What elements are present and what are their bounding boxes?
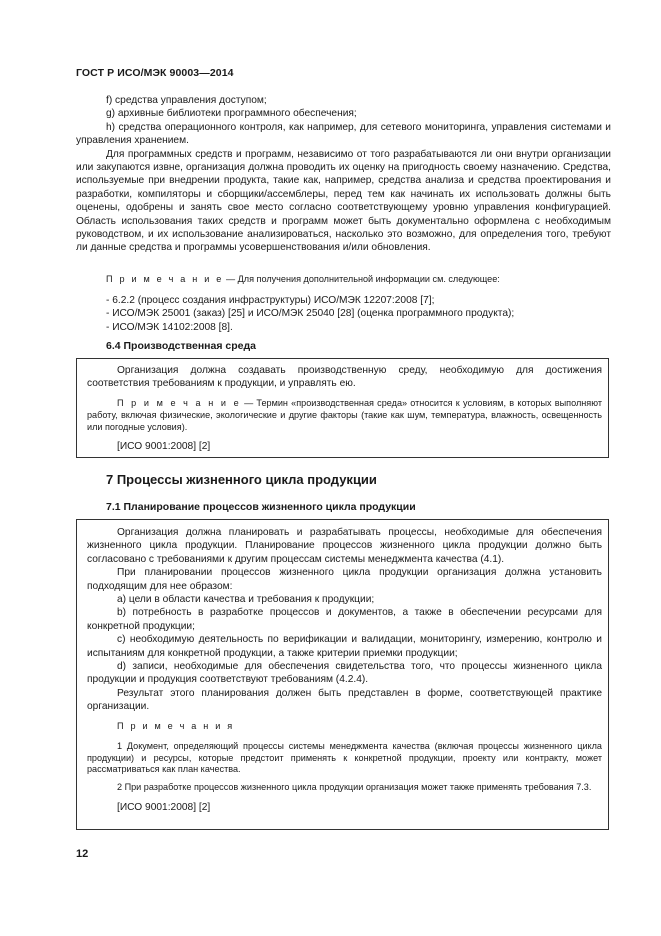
box-note: 1 Документ, определяющий процессы системы менеджмента качества (включая процессы жизненного цикла продукции) и ресурсы, которые предстоит применять к конкретной продукции, проекту или контракту, может рассматриваться как план качества. [87, 740, 602, 775]
section-heading: 7.1 Планирование процессов жизненного цикла продукции [106, 501, 416, 513]
note-label: П р и м е ч а н и е [106, 274, 224, 284]
note-text: — Для получения дополнительной информации см. следующее: [223, 274, 500, 284]
list-item: h) средства операционного контроля, как например, для сетевого мониторинга, управления системами и управления хранением. [76, 121, 611, 147]
tools-paragraph: Для программных средств и программ, независимо от того разрабатываются ли они внутри организации или закупаются извне, организация должна проводить их оценку на пригодность своему назначению. Средства, используемые при внедрении продукта, такие как, например, средства анализа и средства проектирования и разработки, компиляторы и сборщики/ассемблеры, перед тем как начинать их использовать должны быть оценены, одобрены и занять свое место согласно соответствующему уровню управления конфигурацией. Область использования таких средств и программ может быть документально оформлена с необходимым руководством, и их использование анализироваться, насколько это возможно, для определения того, требуют ли данные средства и программы усовершенствования и/или обновления. [76, 148, 611, 254]
source-reference: [ИСО 9001:2008] [2] [117, 802, 211, 814]
reference-list [106, 294, 611, 334]
source-reference: [ИСО 9001:2008] [2] [117, 440, 211, 452]
list-item: - ИСО/МЭК 25001 (заказ) [25] и ИСО/МЭК 25040 [28] (оценка программного продукта); [106, 308, 515, 320]
list-item: d) записи, необходимые для обеспечения свидетельства того, что процессы жизненного цикла продукции и продукция соответствуют требованиям (4.2.4). [87, 661, 602, 686]
list-item: - 6.2.2 (процесс создания инфраструктуры) ИСО/МЭК 12207:2008 [7]; [106, 295, 435, 306]
section-heading: 6.4 Производственная среда [106, 340, 256, 352]
box-paragraph: Организация должна создавать производственную среду, необходимую для достижения соответствия требованиям к продукции, и управлять ею. [87, 365, 602, 390]
note [106, 274, 611, 286]
page-number: 12 [76, 848, 89, 860]
note-text: — Термин «производственная среда» относится к условиям, в которых выполняют работу, включая физические, экологические и другие факторы (такие как шум, температура, влажность, освещенность или погодные условия). [87, 397, 602, 432]
list-item: - ИСО/МЭК 14102:2008 [8]. [106, 321, 233, 333]
note-label: П р и м е ч а н и е [117, 397, 241, 408]
list-item: f) средства управления доступом; [106, 95, 267, 106]
list-item: b) потребность в разработке процессов и документов, а также в обеспечении ресурсами для конкретной продукции; [87, 607, 602, 632]
box-note: 2 При разработке процессов жизненного цикла продукции организация может также применять требования 7.3. [117, 782, 592, 793]
box-body [87, 526, 602, 714]
intro-block [76, 94, 611, 255]
box-note [87, 398, 602, 434]
list-item: c) необходимую деятельность по верификации и валидации, мониторингу, измерению, контролю и испытаниям для конкретной продукции, а также критерии приемки продукции; [87, 634, 602, 659]
requirement-box [76, 519, 609, 830]
box-paragraph: Результат этого планирования должен быть представлен в форме, соответствующей практике организации. [87, 687, 602, 713]
document-code-header: ГОСТ Р ИСО/МЭК 90003—2014 [76, 67, 234, 79]
chapter-heading: 7 Процессы жизненного цикла продукции [106, 472, 377, 487]
box-paragraph: При планировании процессов жизненного цикла продукции организация должна установить подходящим для нее образом: [87, 567, 602, 592]
requirement-box [76, 358, 609, 458]
list-item: a) цели в области качества и требования к продукции; [117, 594, 375, 606]
box-paragraph: Организация должна планировать и разрабатывать процессы, необходимые для обеспечения жизненного цикла продукции. Планирование процессов жизненного цикла продукции должно быть согласовано с требованиями к другим процессам системы менеджмента качества (4.1). [87, 527, 602, 565]
notes-label: П р и м е ч а н и я [117, 720, 235, 731]
list-item: g) архивные библиотеки программного обеспечения; [106, 108, 357, 120]
